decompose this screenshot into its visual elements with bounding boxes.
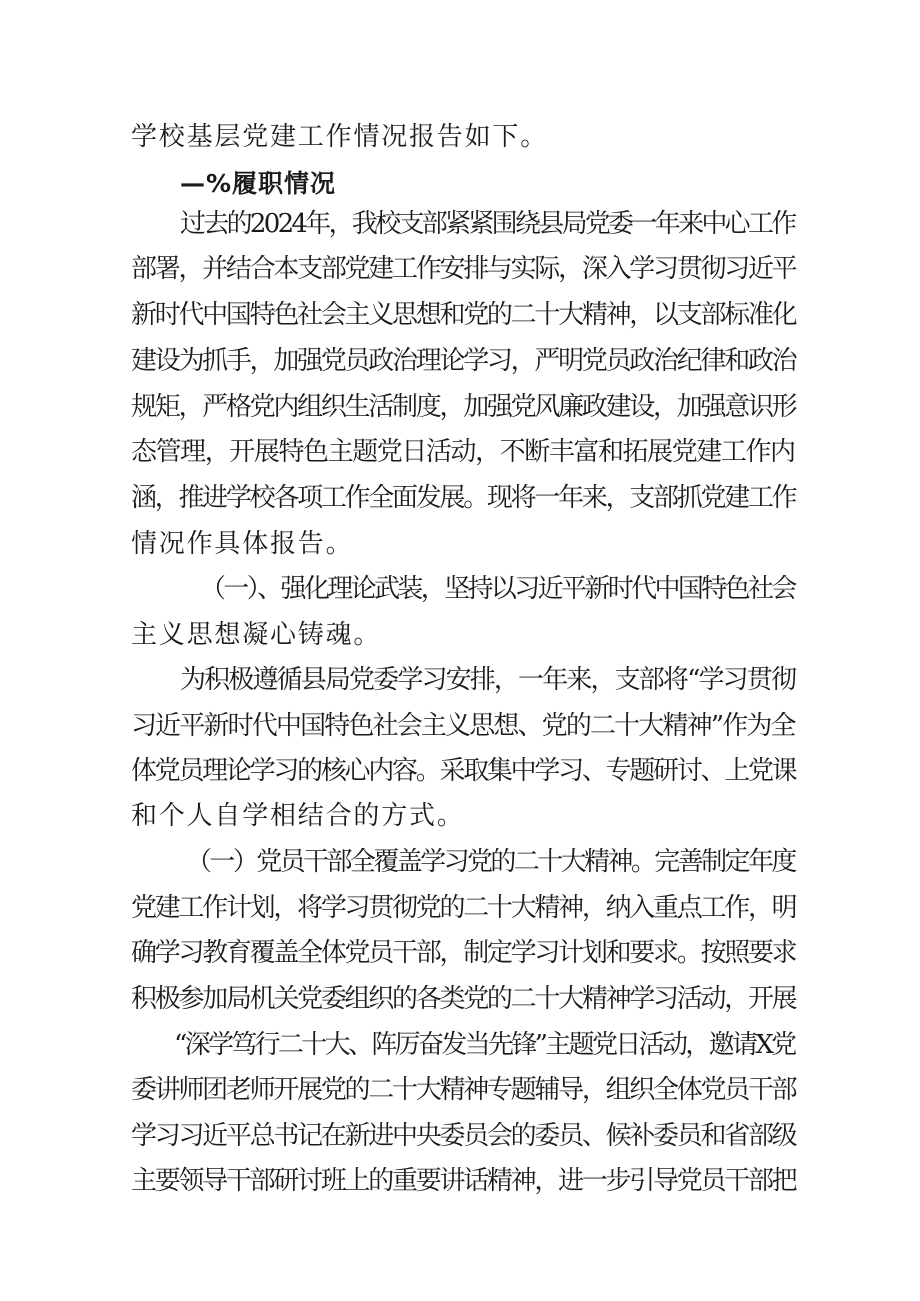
section-heading: —%履职情况 xyxy=(180,169,337,198)
paragraph1-line: 新时代中国特色社会主义思想和党的二十大精神，以支部标准化 xyxy=(131,300,796,330)
intro-line: 学校基层党建工作情况报告如下。 xyxy=(131,122,549,152)
paragraph3-line: 主要领导干部研讨班上的重要讲话精神，进一步引导党员干部把 xyxy=(131,1166,796,1196)
paragraph1-line: 涵，推进学校各项工作全面发展。现将一年来，支部抓党建工作 xyxy=(131,483,796,513)
paragraph1-line: 态管理，开展特色主题党日活动，不断丰富和拓展党建工作内 xyxy=(131,437,795,467)
paragraph1-line: 部署，并结合本支部党建工作安排与实际，深入学习贯彻习近平 xyxy=(131,254,796,284)
paragraph3-line: 党建工作计划，将学习贯彻党的二十大精神，纳入重点工作，明 xyxy=(131,893,796,923)
paragraph3-line: “深学笃行二十大、阵厉奋发当先锋”主题党日活动，邀请X党 xyxy=(174,1030,795,1060)
paragraph2-line: 为积极遵循县局党委学习安排，一年来，支部将“学习贯彻 xyxy=(180,665,796,695)
subheading1-line: 主义思想凝心铸魂。 xyxy=(131,620,382,650)
paragraph1-line: 情况作具体报告。 xyxy=(131,529,354,559)
paragraph2-line: 习近平新时代中国特色社会主义思想、党的二十大精神”作为全 xyxy=(131,711,795,741)
paragraph3-line: 确学习教育覆盖全体党员干部，制定学习计划和要求。按照要求 xyxy=(131,938,796,968)
paragraph3-line: 积极参加局机关党委组织的各类党的二十大精神学习活动，开展 xyxy=(131,984,796,1014)
paragraph1-line: 过去的2024年，我校支部紧紧围绕县局党委一年来中心工作 xyxy=(180,209,795,239)
paragraph3-line: （一）党员干部全覆盖学习党的二十大精神。完善制定年度 xyxy=(186,847,795,877)
paragraph2-line: 和个人自学相结合的方式。 xyxy=(131,801,465,831)
subheading1-line: （一）、强化理论武装，坚持以习近平新时代中国特色社会 xyxy=(200,574,795,604)
paragraph1-line: 建设为抓手，加强党员政治理论学习，严明党员政治纪律和政治 xyxy=(131,346,796,376)
paragraph2-line: 体党员理论学习的核心内容。采取集中学习、专题研讨、上党课 xyxy=(131,756,796,786)
paragraph1-line: 规矩，严格党内组织生活制度，加强党风廉政建设，加强意识形 xyxy=(131,392,796,422)
paragraph3-line: 学习习近平总书记在新进中央委员会的委员、候补委员和省部级 xyxy=(131,1121,796,1151)
paragraph3-line: 委讲师团老师开展党的二十大精神专题辅导，组织全体党员干部 xyxy=(131,1075,796,1105)
